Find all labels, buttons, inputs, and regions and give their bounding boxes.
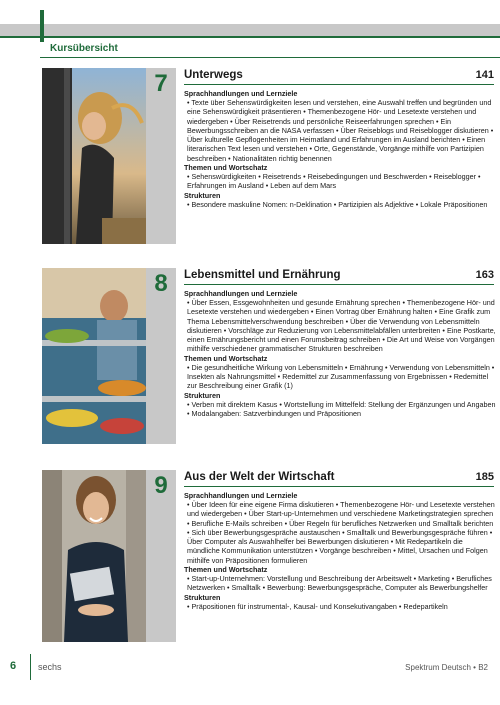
section-heading: Sprachhandlungen und Lernziele (184, 491, 298, 500)
unit-title: Aus der Welt der Wirtschaft (184, 471, 335, 483)
section-text: • Besondere maskuline Nomen: n-Deklination • Partizipien als Adjektive • Lokale Präpositionen (187, 199, 488, 209)
section-heading: Strukturen (184, 190, 221, 200)
unit-7 (42, 68, 500, 244)
smiling-businesswoman-photo (42, 470, 146, 642)
section-heading: Themen und Wortschatz (184, 163, 268, 173)
unit-page: 185 (475, 471, 494, 483)
unit-body (184, 491, 496, 611)
top-bar (0, 24, 500, 36)
food-buffet-photo (42, 268, 146, 444)
unit-title-rule (184, 486, 494, 487)
section-text: • Start-up-Unternehmen: Vorstellung und Beschreibung der Arbeitswelt • Marketing • Berufliches Netzwerken • Smalltalk • Bewerbung: Bewerbungsgespräche, Computer als Bewerbungshelfer (187, 574, 492, 593)
unit-number: 7 (154, 70, 168, 97)
unit-number-box (146, 268, 176, 444)
unit-number-box (146, 470, 176, 642)
section-text: • Über Ideen für eine eigene Firma diskutieren • Themenbezogene Hör- und Lesetexte verstehen und wiedergeben • Über Start-up-Unternehmen und verschiedene Marketingstrategien sprechen • Berufliche E-Mails schreiben • Über Regeln für berufliches Netzwerken und Smalltalk berichten • Sich über Bewerbungsgespräche austauschen • Smalltalk und Bewerbungsgespräche führen • Über Computer als Auswahlhelfer bei Bewerbungen diskutieren • Mit Redepartikeln die mündliche Kommunikation unterstützen • Vorgänge beschreiben • Mittel, Ursachen und Folgen mithilfe von Präpositionen formulieren (187, 500, 495, 565)
footer-rule (30, 654, 31, 680)
book-title: Spektrum Deutsch • B2 (405, 663, 488, 672)
section-heading: Themen und Wortschatz (184, 353, 268, 363)
unit-title: Lebensmittel und Ernährung (184, 269, 341, 281)
section-text: • Sehenswürdigkeiten • Reisetrends • Reisebedingungen und Beschwerden • Reiseblogger • Erfahrungen im Ausland • Leben auf dem Mars (187, 172, 481, 191)
unit-number: 8 (154, 270, 168, 297)
section-heading: Sprachhandlungen und Lernziele (184, 289, 298, 298)
unit-number-box (146, 68, 176, 244)
page-number-word: sechs (38, 662, 62, 672)
woman-on-train-photo (42, 68, 146, 244)
section-text: • Präpositionen für instrumental-, Kausal- und Konsekutivangaben • Redepartikeln (187, 601, 448, 611)
unit-body (184, 89, 496, 209)
section-text: • Die gesundheitliche Wirkung von Lebensmitteln • Ernährung • Verwendung von Lebensmitteln • Insekten als Nahrungsmittel • Redemittel zur Zusammenfassung von Ergebnissen • Redemittel zur Beschreibung einer Grafik (1) (187, 362, 495, 391)
unit-title-rule (184, 84, 494, 85)
section-heading: Strukturen (184, 592, 221, 602)
unit-9 (42, 470, 500, 642)
section-heading: Sprachhandlungen und Lernziele (184, 89, 298, 98)
section-text: • Über Essen, Essgewohnheiten und gesunde Ernährung sprechen • Themenbezogene Hör- und Lesetexte verstehen und wiedergeben • Einen Vortrag über Ernährung halten • Eine Grafik zum Thema Lebensmittelverschwendung beschreiben • Über die Verwendung von Lebensmitteln diskutieren • Vorschläge zur Reduzierung von Lebensmittelabfällen unterbreiten • Eine Postkarte, einen Ernährungsbericht und einen Forumsbeitrag schreiben • Die Art und Weise von Vorgängen mithilfe verschiedener grammatischer Strukturen beschreiben (187, 298, 496, 354)
unit-title: Unterwegs (184, 69, 243, 81)
section-text: • Texte über Sehenswürdigkeiten lesen und verstehen, eine Auswahl treffen und begründen und eine Sehenswürdigkeit präsentieren • Themenbezogene Hör- und Lesetexte verstehen und wiedergeben • Über Reisetrends und persönliche Reiseerfahrungen sprechen • Ein Bewerbungsschreiben an die NASA verfassen • Über Reiseblogs und Reiseblogger diskutieren • Über kulturelle Gepflogenheiten im Heimatland und Erfahrungen im Ausland berichten • Einen literarischen Text lesen und verstehen • Orte, Gegenstände, Vorgänge mithilfe von Partizipien beschreiben • Nationalitäten richtig benennen (187, 98, 494, 163)
page-number: 6 (10, 660, 17, 672)
unit-page: 141 (475, 69, 494, 81)
header-line (0, 36, 500, 38)
unit-number: 9 (154, 472, 168, 499)
section-heading: Themen und Wortschatz (184, 565, 268, 575)
page-title: Kursübersicht (50, 43, 118, 54)
section-heading: Strukturen (184, 390, 221, 400)
unit-title-rule (184, 284, 494, 285)
unit-body (184, 289, 496, 418)
header-rule (40, 57, 500, 58)
unit-8 (42, 268, 500, 444)
section-text: • Verben mit direktem Kasus • Wortstellung im Mittelfeld: Stellung der Ergänzungen und Angaben • Modalangaben: Satzverbindungen und Präpositionen (187, 399, 496, 418)
unit-page: 163 (475, 269, 494, 281)
